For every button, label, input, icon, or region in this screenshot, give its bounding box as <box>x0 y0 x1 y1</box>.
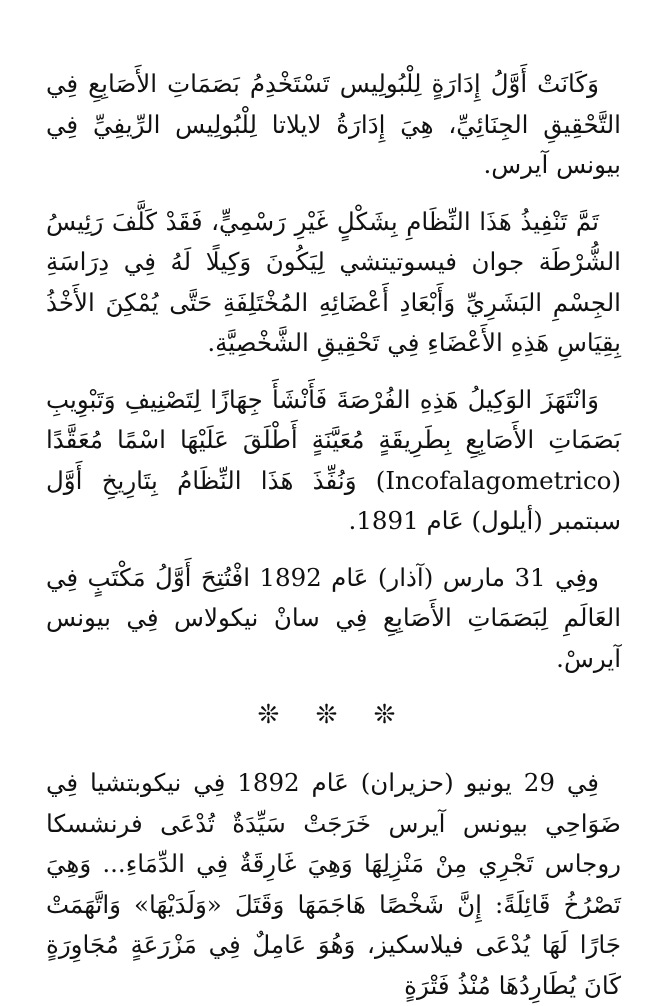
paragraph-3: وَانْتَهَزَ الوَكِيلُ هَذِهِ الفُرْصَةَ فَأَنْشَأَ جِهَازًا لِتَصْنِيفِ وَتَبْوِيبِ بَصَمَاتِ الأَصَابِعِ بِطَرِيقَةٍ مُعَيَّنَةٍ أَطْلَقَ عَلَيْهَا اسْمًا مُعَقَّدًا (Incofalagometrico) وَنُفِّذَ هَذَا النِّظَامُ بِتَارِيخِ أَوَّل سبتمبر (أيلول) عَام 1891. <box>46 384 621 535</box>
paragraph-5: فِي 29 يونيو (حزيران) عَام 1892 فِي نيكوبتشيا فِي ضَوَاحِي بيونس آيرس خَرَجَتْ سَيِّدَةٌ تُدْعَى فرنشسكا روجاس تَجْرِي مِنْ مَنْزِلِهَا وَهِيَ غَارِقَةٌ فِي الدِّمَاءِ... وَهِيَ تَصْرُخُ قَائِلَةً: إِنَّ شَخْصًا هَاجَمَهَا وَقَتَلَ «وَلَدَيْهَا» وَاتَّهَمَتْ جَارًا لَهَا يُدْعَى فيلاسكيز، وَهُوَ عَامِلٌ فِي مَزْرَعَةٍ مُجَاوِرَةٍ كَانَ يُطَارِدُهَا مُنْذُ فَتْرَةٍ <box>46 768 621 1000</box>
paragraph-2: تَمَّ تَنْفِيذُ هَذَا النِّظَامِ بِشَكْلٍ غَيْرِ رَسْمِيٍّ، فَقَدْ كَلَّفَ رَئِيسُ الشُّرْطَة جوان فيسوتيتشي لِيَكُونَ وَكِيلًا لَهُ فِي دِرَاسَةِ الجِسْمِ البَشَرِيِّ وَأَبْعَادِ أَعْضَائِهِ المُخْتَلِفَةِ حَتَّى يُمْكِنَ الأَخْذُ بِقِيَاسِ هَذِهِ الأَعْضَاءِ فِي تَحْقِيقِ الشَّخْصِيَّةِ. <box>46 206 621 357</box>
paragraph-1: وَكَانَتْ أَوَّلُ إِدَارَةٍ لِلْبُولِيس تَسْتَخْدِمُ بَصَمَاتِ الأَصَابِعِ فِي التَّحْقِيقِ الجِنَائِيِّ، هِيَ إِدَارَةُ لايلاتا لِلْبُولِيس الرِّيفِيِّ فِي بيونس آيرس. <box>46 69 621 179</box>
section-separator: ❊ ❊ ❊ <box>257 700 410 730</box>
paragraph-4: وفِي 31 مارس (آذار) عَام 1892 افْتُتِحَ أَوَّلُ مَكْتَبٍ فِي العَالَمِ لِبَصَمَاتِ الأَصَابِعِ فِي سانْ نيكولاس فِي بيونس آيرسْ. <box>46 562 621 673</box>
